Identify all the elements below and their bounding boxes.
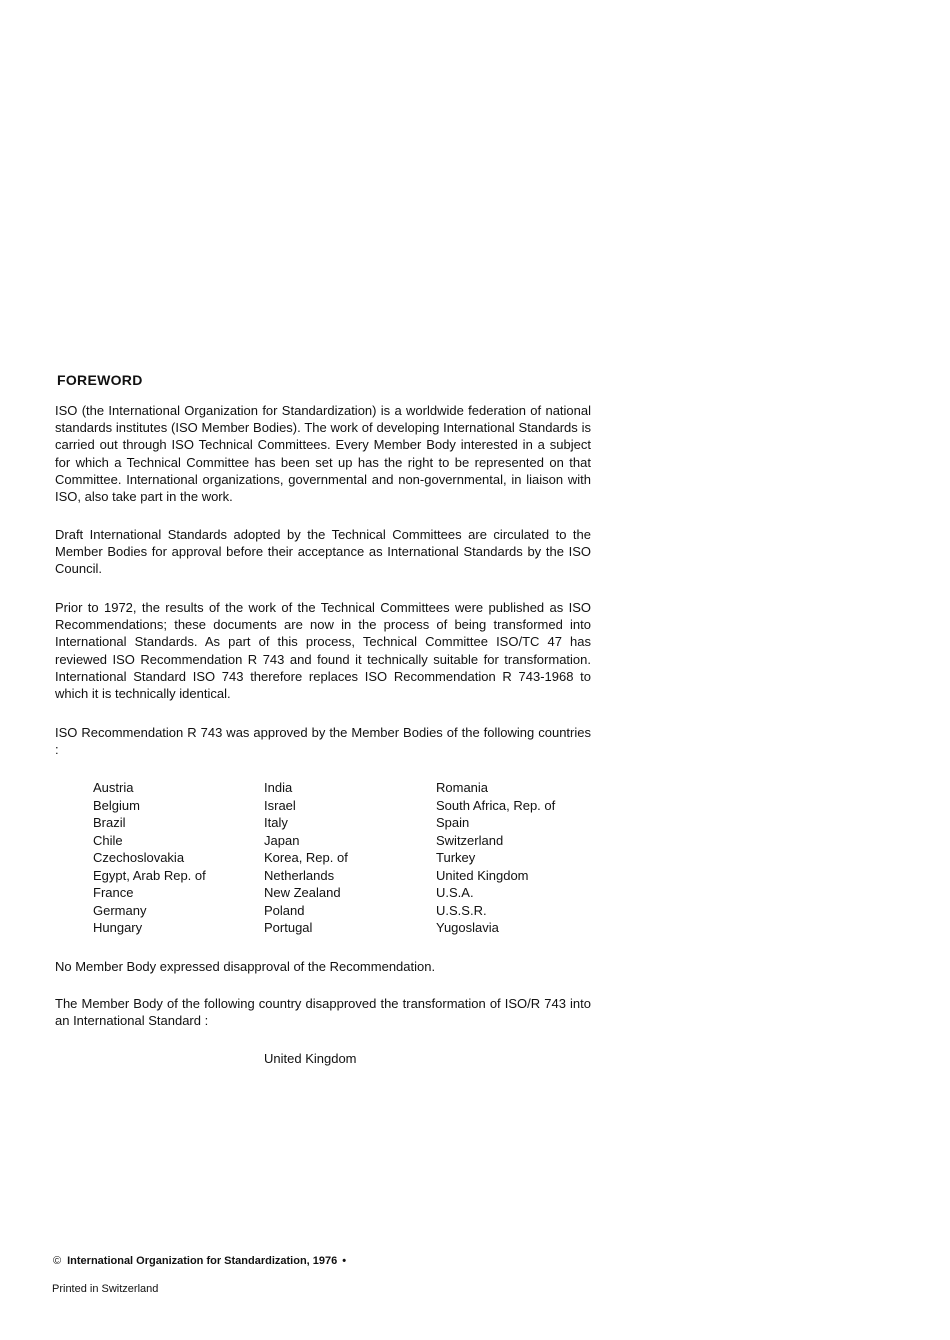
country-list-column-2 (264, 779, 348, 937)
country-item: New Zealand (264, 885, 341, 900)
foreword-paragraph-approval: ISO Recommendation R 743 was approved by the Member Bodies of the following countries : (55, 725, 591, 758)
foreword-paragraph-iso-intro: ISO (the International Organization for Standardization) is a worldwide federation of national standards institutes (ISO Member Bodies). The work of developing International Standards is carried out through ISO Technical Committees. Every Member Body interested in a subject for which a Technical Committee has been set up has the right to be represented on that Committee. International organizations, governmental and non-governmental, in liaison with ISO, also take part in the work. (55, 403, 591, 505)
country-item: Austria (93, 780, 134, 795)
country-item: Romania (436, 780, 489, 795)
country-item: U.S.S.R. (436, 902, 487, 918)
foreword-paragraph-draft-standards: Draft International Standards adopted by the Technical Committees are circulated to the Member Bodies for approval before their acceptance as International Standards by the ISO Council. (55, 527, 591, 577)
country-item: Israel (264, 797, 296, 813)
country-item: South Africa, Rep. of (436, 797, 556, 813)
country-item: Korea, Rep. of (264, 850, 348, 865)
copyright-line (53, 1255, 346, 1267)
country-item: Switzerland (436, 832, 504, 848)
country-list-column-1 (93, 779, 206, 937)
foreword-heading: FOREWORD (57, 372, 143, 388)
country-item: France (93, 885, 134, 900)
country-item: Belgium (93, 797, 140, 813)
country-item: Portugal (264, 920, 313, 935)
country-item: Poland (264, 902, 305, 918)
country-item: United Kingdom (436, 867, 529, 883)
country-item: Brazil (93, 815, 126, 830)
bullet-icon: • (342, 1255, 347, 1267)
foreword-paragraph-history: Prior to 1972, the results of the work of the Technical Committees were published as ISO Recommendations; these documents are now in the process of being transformed into International Standards. As part of this process, Technical Committee ISO/TC 47 has reviewed ISO Recommendation R 743 and found it technically suitable for transformation. International Standard ISO 743 therefore replaces ISO Recommendation R 743-1968 to which it is technically identical. (55, 600, 591, 702)
copyright-text: International Organization for Standardization, 1976 (67, 1255, 338, 1267)
country-item: Egypt, Arab Rep. of (93, 867, 206, 883)
country-item: Japan (264, 832, 300, 848)
country-list-column-3 (436, 779, 555, 937)
country-item: Turkey (436, 850, 476, 865)
disapproval-statement: The Member Body of the following country disapproved the transformation of ISO/R 743 into an International Standard : (55, 996, 591, 1029)
printed-in-line: Printed in Switzerland (52, 1283, 159, 1295)
disapproving-country: United Kingdom (264, 1051, 357, 1066)
country-item: Spain (436, 815, 470, 830)
country-item: U.S.A. (436, 885, 474, 900)
country-item: Hungary (93, 920, 143, 935)
country-item: Yugoslavia (436, 920, 499, 935)
country-item: Chile (93, 832, 123, 848)
country-item: Italy (264, 815, 288, 830)
country-item: Netherlands (264, 867, 335, 883)
country-item: India (264, 780, 293, 795)
copyright-icon: © (53, 1255, 62, 1267)
country-item: Czechoslovakia (93, 850, 185, 865)
country-item: Germany (93, 902, 147, 918)
no-disapproval-statement: No Member Body expressed disapproval of the Recommendation. (55, 959, 436, 974)
